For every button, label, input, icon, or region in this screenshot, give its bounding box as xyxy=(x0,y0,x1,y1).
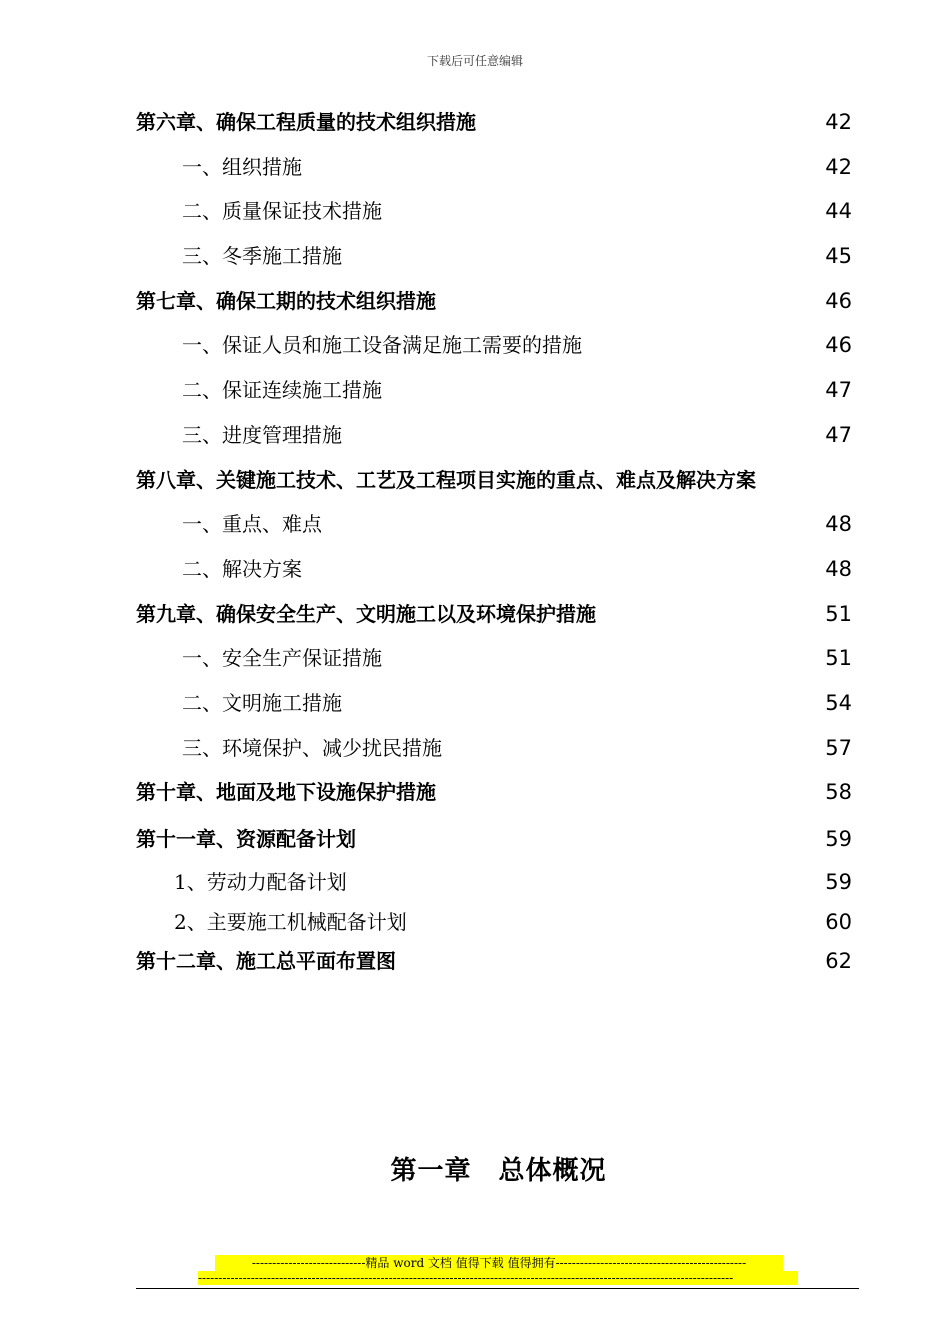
toc-entry[interactable] xyxy=(136,145,856,190)
toc-entry-label: 2、主要施工机械配备计划 xyxy=(174,909,407,934)
toc-entry-label: 一、保证人员和施工设备满足施工需要的措施 xyxy=(182,333,582,358)
toc-entry[interactable] xyxy=(136,279,856,324)
toc-entry-label: 三、环境保护、减少扰民措施 xyxy=(182,735,442,760)
toc-entry[interactable] xyxy=(136,726,856,771)
toc-entry-page: 54 xyxy=(825,690,852,715)
footer-watermark-line: ----------------------------精品 word 文档 值得下载 值得拥有----------------------------------------------- xyxy=(215,1255,783,1271)
toc-entry-page: 60 xyxy=(825,909,852,934)
toc-entry-label: 一、组织措施 xyxy=(182,154,302,179)
toc-entry-page: 59 xyxy=(825,870,852,894)
toc-entry[interactable] xyxy=(136,413,856,458)
toc-entry-page: 44 xyxy=(825,199,852,224)
toc-entry-page: 51 xyxy=(825,646,852,671)
toc-entry-label: 三、进度管理措施 xyxy=(182,422,342,447)
toc-entry-page: 47 xyxy=(825,422,852,447)
toc-entry-page: 42 xyxy=(825,110,852,134)
toc-entry[interactable] xyxy=(136,770,856,815)
toc-entry[interactable] xyxy=(136,100,856,145)
toc-entry-label: 二、解决方案 xyxy=(182,556,302,581)
toc-entry[interactable] xyxy=(136,547,856,592)
footer-dash-line: ------------------------------------------------------------------------------------------------------------------------------------ xyxy=(198,1271,798,1285)
toc-entry[interactable] xyxy=(136,189,856,234)
toc-entry[interactable] xyxy=(136,592,856,637)
toc-entry[interactable] xyxy=(136,368,856,413)
toc-entry-label: 三、冬季施工措施 xyxy=(182,244,342,269)
toc-entry[interactable] xyxy=(136,942,856,982)
toc-entry-label: 第七章、确保工期的技术组织措施 xyxy=(136,288,436,313)
toc-entry-label: 第十章、地面及地下设施保护措施 xyxy=(136,780,436,805)
toc-entry-page: 45 xyxy=(825,244,852,269)
table-of-contents xyxy=(136,100,856,982)
toc-entry-label: 第六章、确保工程质量的技术组织措施 xyxy=(136,110,476,134)
toc-entry[interactable] xyxy=(136,903,856,943)
toc-entry[interactable] xyxy=(136,323,856,368)
header-note: 下载后可任意编辑 xyxy=(426,54,523,68)
toc-entry[interactable] xyxy=(136,815,856,863)
toc-entry-label: 二、保证连续施工措施 xyxy=(182,378,382,403)
toc-entry-page: 57 xyxy=(825,735,852,760)
toc-entry-page: 48 xyxy=(825,556,852,581)
toc-entry-page: 59 xyxy=(825,827,852,851)
toc-entry-page: 62 xyxy=(825,949,852,973)
toc-entry-label: 一、重点、难点 xyxy=(182,512,322,537)
toc-entry-page: 46 xyxy=(825,333,852,358)
toc-entry-page: 47 xyxy=(825,378,852,403)
toc-entry-label: 第十一章、资源配备计划 xyxy=(136,827,356,851)
toc-entry[interactable] xyxy=(136,458,856,503)
toc-entry-page: 46 xyxy=(825,288,852,313)
toc-entry[interactable] xyxy=(136,502,856,547)
toc-entry-page: 51 xyxy=(825,601,852,626)
toc-entry-label: 第十二章、施工总平面布置图 xyxy=(136,949,396,973)
toc-entry[interactable] xyxy=(136,863,856,903)
toc-entry-page: 58 xyxy=(825,780,852,805)
toc-entry-page: 42 xyxy=(825,154,852,179)
toc-entry[interactable] xyxy=(136,681,856,726)
toc-entry-label: 第八章、关键施工技术、工艺及工程项目实施的重点、难点及解决方案 xyxy=(136,467,756,492)
toc-entry[interactable] xyxy=(136,636,856,681)
toc-entry-label: 第九章、确保安全生产、文明施工以及环境保护措施 xyxy=(136,601,596,626)
toc-entry-label: 二、质量保证技术措施 xyxy=(182,199,382,224)
footer-divider xyxy=(136,1288,859,1289)
toc-entry[interactable] xyxy=(136,234,856,279)
toc-entry-page: 48 xyxy=(825,512,852,537)
toc-entry-label: 二、文明施工措施 xyxy=(182,690,342,715)
toc-entry-label: 1、劳动力配备计划 xyxy=(174,870,347,894)
chapter-title: 第一章 总体概况 xyxy=(390,1156,607,1186)
toc-entry-label: 一、安全生产保证措施 xyxy=(182,646,382,671)
